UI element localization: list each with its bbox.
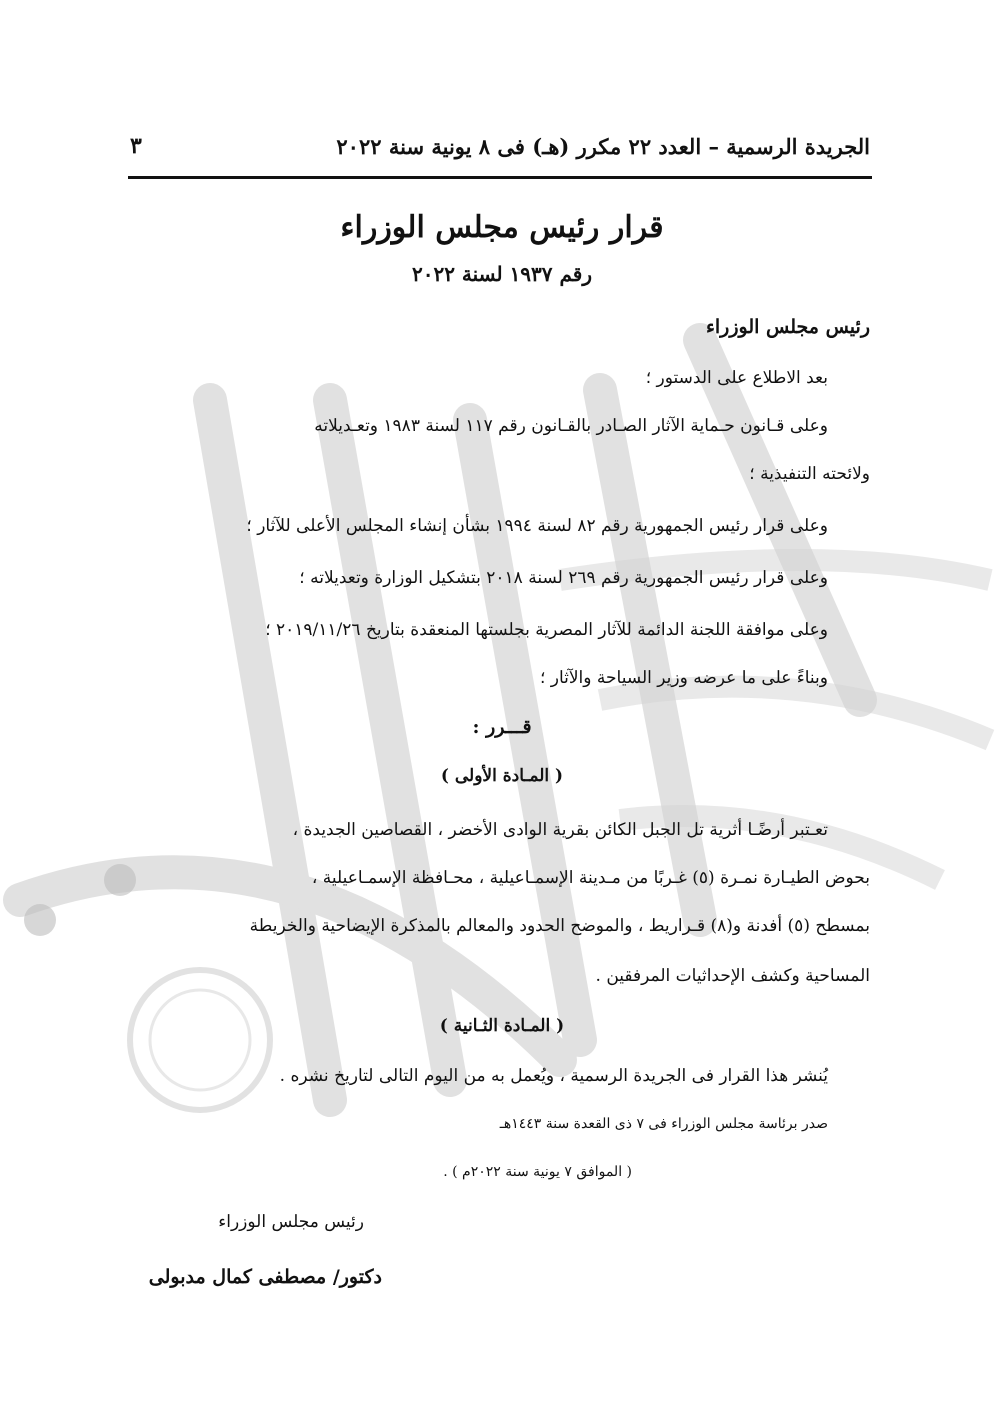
preamble-line: وعلى قرار رئيس الجمهورية رقم ٨٢ لسنة ١٩٩٤ بشأن إنشاء المجلس الأعلى للآثار ؛ <box>246 516 828 536</box>
page-header <box>130 126 870 166</box>
issued-at: صدر برئاسة مجلس الوزراء فى ٧ ذى القعدة سنة ١٤٤٣هـ <box>499 1116 828 1132</box>
preamble-line: وعلى موافقة اللجنة الدائمة للآثار المصرية بجلستها المنعقدة بتاريخ ٢٠١٩/١١/٢٦ ؛ <box>265 620 828 640</box>
decree-title: قرار رئيس مجلس الوزراء <box>340 210 664 245</box>
preamble-line: بعد الاطلاع على الدستور ؛ <box>645 368 828 388</box>
article-1-heading: ( المـادة الأولى ) <box>440 766 564 786</box>
decree-number: رقم ١٩٣٧ لسنة ٢٠٢٢ <box>411 262 593 286</box>
signatory-title: رئيس مجلس الوزراء <box>218 1212 364 1232</box>
preamble-line: وعلى قرار رئيس الجمهورية رقم ٢٦٩ لسنة ٢٠١٨ بتشكيل الوزارة وتعديلاته ؛ <box>299 568 828 588</box>
gazette-header-title: الجريدة الرسمية – العدد ٢٢ مكرر (هـ) فى ٨ يونية سنة ٢٠٢٢ <box>336 133 870 159</box>
watermark-stamp <box>0 280 1004 1140</box>
article-1-line: تعـتبر أرضًـا أثرية تل الجبل الكائن بقرية الوادى الأخضر ، القصاصين الجديدة ، <box>292 820 828 840</box>
decided-heading: قـــرر : <box>472 716 532 738</box>
article-1-line: بمسطح (٥) أفدنة و(٨) قـراريط ، والموضح الحدود والمعالم بالمذكرة الإيضاحية والخريطة <box>249 916 870 936</box>
signatory-name: دكتور/ مصطفى كمال مدبولى <box>148 1266 382 1288</box>
preamble-line: وبناءً على ما عرضه وزير السياحة والآثار ؛ <box>539 668 828 688</box>
page-number: ٣ <box>130 133 142 159</box>
article-2-heading: ( المـادة الثـانية ) <box>439 1016 565 1036</box>
header-rule <box>128 176 872 179</box>
issuer-heading: رئيس مجلس الوزراء <box>705 316 870 338</box>
preamble-line: ولائحته التنفيذية ؛ <box>749 464 870 484</box>
corresponding-date: ( الموافق ٧ يونية سنة ٢٠٢٢م ) . <box>443 1164 632 1180</box>
preamble-line: وعلى قـانون حـماية الآثار الصـادر بالقـانون رقم ١١٧ لسنة ١٩٨٣ وتعـديلاته <box>314 416 828 436</box>
article-1-line: المساحية وكشف الإحداثيات المرفقين . <box>595 966 870 986</box>
article-1-line: بحوض الطيـارة نمـرة (٥) غـربًا من مـدينة الإسمـاعيلية ، محـافظة الإسمـاعيلية ، <box>311 868 870 888</box>
article-2-text: يُنشر هذا القرار فى الجريدة الرسمية ، ويُعمل به من اليوم التالى لتاريخ نشره . <box>279 1066 828 1086</box>
